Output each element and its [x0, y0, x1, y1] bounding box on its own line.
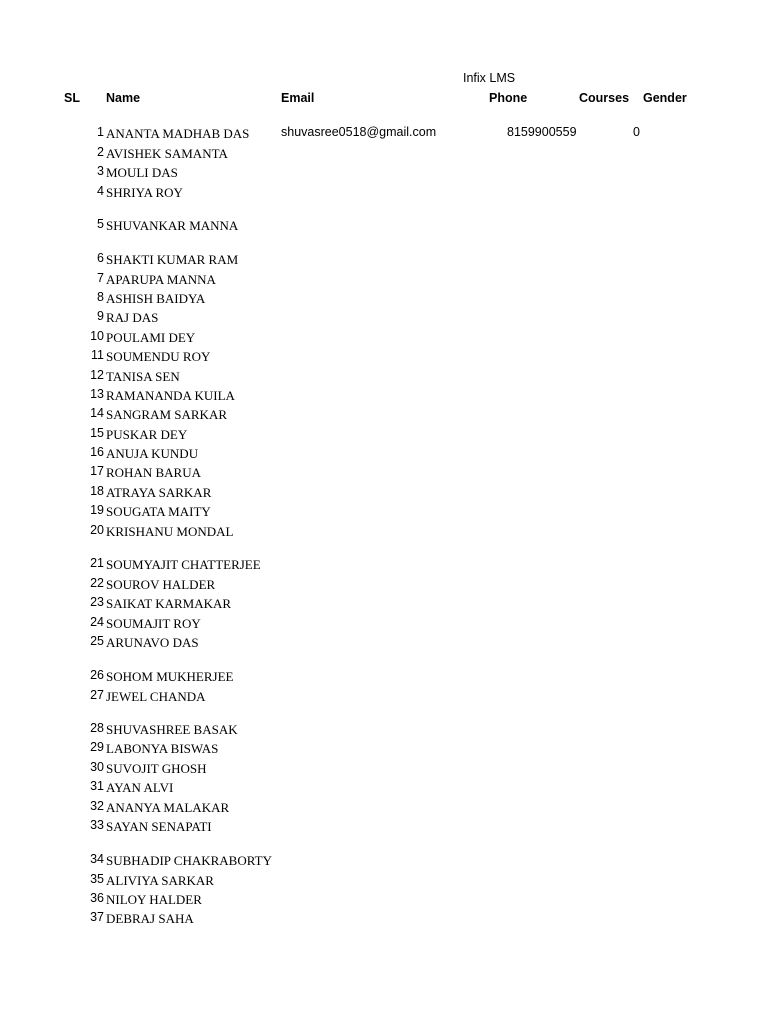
table-row	[0, 387, 768, 405]
row-sl: 4	[97, 184, 104, 198]
row-name: ANANYA MALAKAR	[106, 800, 230, 815]
table-row	[0, 872, 768, 890]
row-sl: 16	[90, 445, 104, 459]
table-row	[0, 309, 768, 327]
row-sl: 10	[90, 329, 104, 343]
row-email: shuvasree0518@gmail.com	[281, 125, 437, 139]
table-row	[0, 523, 768, 541]
table-row	[0, 910, 768, 928]
row-sl: 24	[90, 615, 104, 629]
row-sl: 30	[90, 760, 104, 774]
table-row	[0, 406, 768, 424]
row-sl: 8	[97, 290, 104, 304]
row-name: AYAN ALVI	[106, 780, 174, 795]
row-name: KRISHANU MONDAL	[106, 524, 234, 539]
row-sl: 14	[90, 406, 104, 420]
row-sl: 20	[90, 523, 104, 537]
row-sl: 2	[97, 145, 104, 159]
table-row	[0, 445, 768, 463]
row-sl: 26	[90, 668, 104, 682]
row-sl: 17	[90, 464, 104, 478]
table-row	[0, 125, 768, 143]
row-name: PUSKAR DEY	[106, 427, 188, 442]
table-row	[0, 271, 768, 289]
table-row	[0, 329, 768, 347]
row-name: ATRAYA SARKAR	[106, 485, 212, 500]
row-name: ANANTA MADHAB DAS	[106, 126, 250, 141]
table-row	[0, 668, 768, 686]
table-row	[0, 426, 768, 444]
row-name: ANUJA KUNDU	[106, 446, 199, 461]
table-row	[0, 576, 768, 594]
header-courses: Courses	[579, 91, 630, 105]
row-sl: 32	[90, 799, 104, 813]
row-name: JEWEL CHANDA	[106, 689, 206, 704]
row-sl: 34	[90, 852, 104, 866]
row-name: AVISHEK SAMANTA	[106, 146, 228, 161]
table-row	[0, 348, 768, 366]
row-sl: 15	[90, 426, 104, 440]
row-name: SAIKAT KARMAKAR	[106, 596, 232, 611]
header-email: Email	[281, 91, 315, 105]
row-name: SOUGATA MAITY	[106, 504, 211, 519]
row-name: RAMANANDA KUILA	[106, 388, 235, 403]
row-sl: 27	[90, 688, 104, 702]
row-name: SAYAN SENAPATI	[106, 819, 212, 834]
table-row	[0, 615, 768, 633]
row-name: SOUMYAJIT CHATTERJEE	[106, 557, 261, 572]
table-row	[0, 503, 768, 521]
table-row	[0, 721, 768, 739]
table-row	[0, 251, 768, 269]
row-sl: 22	[90, 576, 104, 590]
row-sl: 35	[90, 872, 104, 886]
row-name: SUBHADIP CHAKRABORTY	[106, 853, 272, 868]
row-sl: 9	[97, 309, 104, 323]
row-sl: 37	[90, 910, 104, 924]
table-row	[0, 217, 768, 235]
row-courses: 0	[633, 125, 640, 139]
row-sl: 11	[91, 348, 104, 362]
table-row	[0, 184, 768, 202]
row-name: SHRIYA ROY	[106, 185, 183, 200]
header-name: Name	[106, 91, 141, 105]
row-name: SUVOJIT GHOSH	[106, 761, 207, 776]
row-name: TANISA SEN	[106, 369, 180, 384]
header-phone: Phone	[489, 91, 528, 105]
table-row	[0, 891, 768, 909]
table-row	[0, 799, 768, 817]
row-sl: 31	[90, 779, 104, 793]
row-name: ARUNAVO DAS	[106, 635, 199, 650]
row-name: SANGRAM SARKAR	[106, 407, 227, 422]
row-sl: 7	[97, 271, 104, 285]
table-row	[0, 634, 768, 652]
row-name: DEBRAJ SAHA	[106, 911, 194, 926]
row-sl: 19	[90, 503, 104, 517]
table-row	[0, 779, 768, 797]
row-sl: 36	[90, 891, 104, 905]
row-name: RAJ DAS	[106, 310, 159, 325]
table-row	[0, 464, 768, 482]
table-row	[0, 164, 768, 182]
row-name: SOUMENDU ROY	[106, 349, 211, 364]
header-sl: SL	[64, 91, 80, 105]
row-sl: 18	[90, 484, 104, 498]
table-row	[0, 740, 768, 758]
row-sl: 6	[97, 251, 104, 265]
row-sl: 13	[90, 387, 104, 401]
row-name: LABONYA BISWAS	[106, 741, 219, 756]
row-sl: 23	[90, 595, 104, 609]
row-sl: 3	[97, 164, 104, 178]
table-row	[0, 368, 768, 386]
row-sl: 28	[90, 721, 104, 735]
row-name: SHUVASHREE BASAK	[106, 722, 238, 737]
row-phone: 8159900559	[507, 125, 577, 139]
row-name: SOHOM MUKHERJEE	[106, 669, 234, 684]
row-name: SHUVANKAR MANNA	[106, 218, 239, 233]
row-name: MOULI DAS	[106, 165, 178, 180]
table-row	[0, 145, 768, 163]
row-name: ASHISH BAIDYA	[106, 291, 206, 306]
table-row	[0, 290, 768, 308]
row-sl: 33	[90, 818, 104, 832]
table-row	[0, 818, 768, 836]
row-sl: 21	[90, 556, 104, 570]
row-sl: 25	[90, 634, 104, 648]
row-name: POULAMI DEY	[106, 330, 196, 345]
table-row	[0, 484, 768, 502]
row-name: ROHAN BARUA	[106, 465, 201, 480]
row-name: SOUROV HALDER	[106, 577, 216, 592]
row-name: APARUPA MANNA	[106, 272, 216, 287]
row-name: SOUMAJIT ROY	[106, 616, 201, 631]
row-sl: 29	[90, 740, 104, 754]
header-gender: Gender	[643, 91, 687, 105]
table-row	[0, 595, 768, 613]
table-row	[0, 556, 768, 574]
row-sl: 5	[97, 217, 104, 231]
table-row	[0, 688, 768, 706]
row-sl: 12	[90, 368, 104, 382]
row-name: ALIVIYA SARKAR	[106, 873, 214, 888]
table-row	[0, 852, 768, 870]
row-name: SHAKTI KUMAR RAM	[106, 252, 239, 267]
row-sl: 1	[97, 125, 104, 139]
report-title: Infix LMS	[463, 71, 516, 85]
table-row	[0, 760, 768, 778]
row-name: NILOY HALDER	[106, 892, 202, 907]
